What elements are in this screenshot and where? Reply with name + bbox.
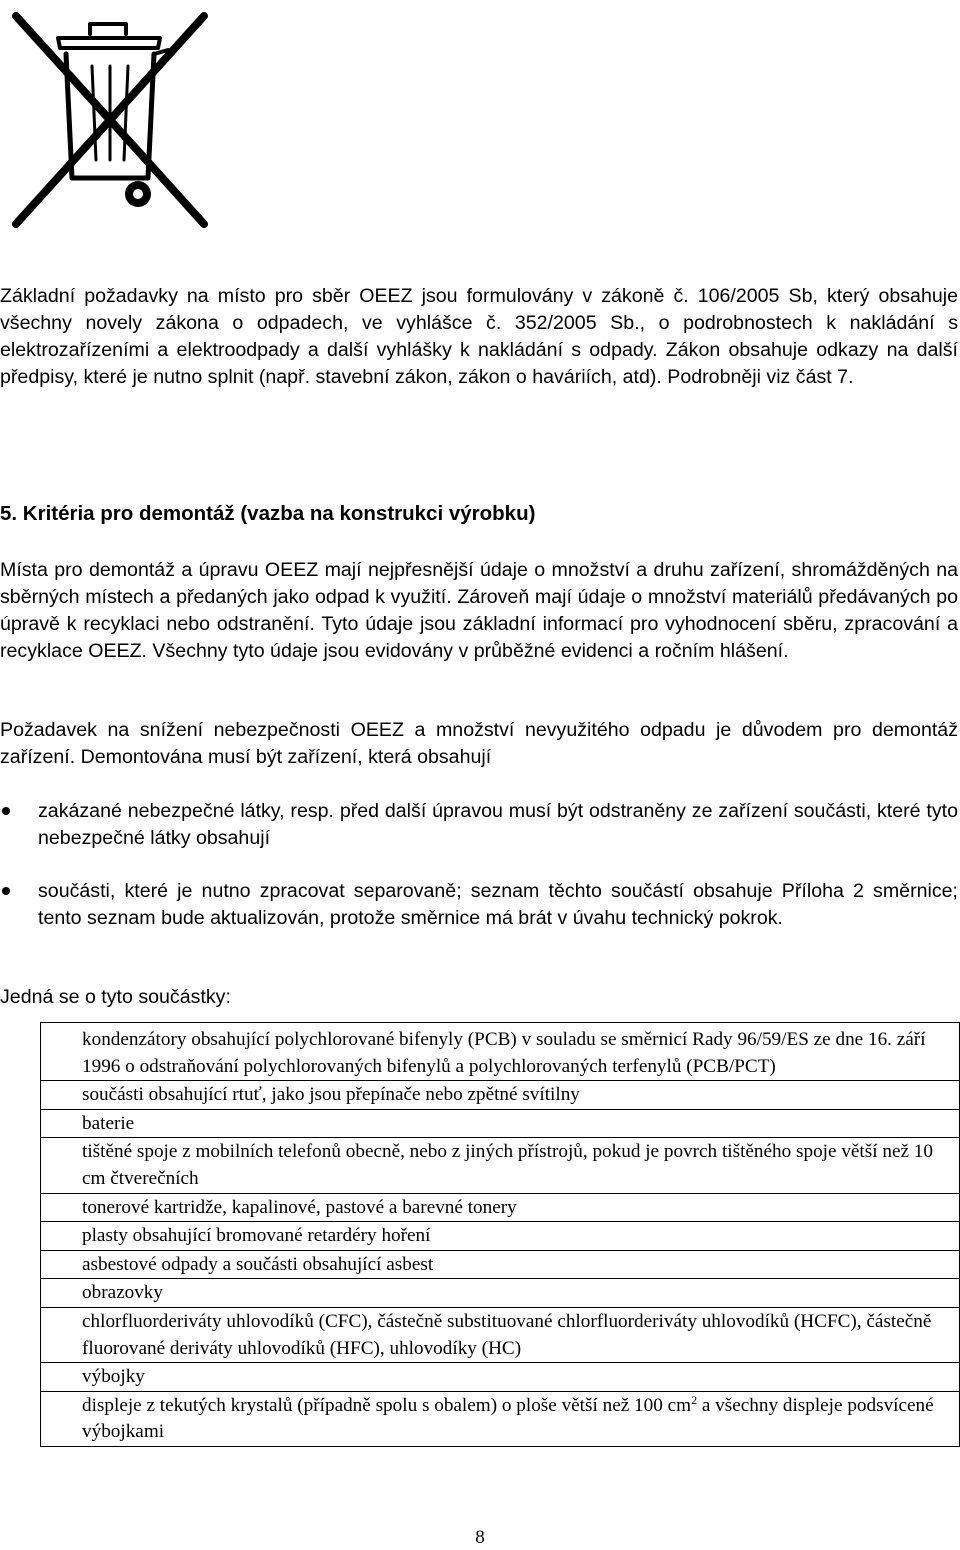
table-row bbox=[41, 1081, 960, 1110]
table-row bbox=[41, 1193, 960, 1222]
intro-paragraph: Základní požadavky na místo pro sběr OEEZ jsou formulovány v zákoně č. 106/2005 Sb, který obsahuje všechny novely zákona o odpadech, ve vyhlášce č. 352/2005 Sb., o podrobnostech k nakládání s elektrozařízeními a elektroodpady a další vyhlášky k nakládání s odpady. Zákon obsahuje odkazy na další předpisy, které je nutno splnit (např. stavební zákon, zákon o haváriích, atd). Podrobněji viz část 7. bbox=[0, 285, 958, 388]
table-cell: součásti obsahující rtuť, jako jsou přepínače nebo zpětné svítilny bbox=[41, 1081, 960, 1110]
list-item bbox=[0, 878, 958, 932]
bullet-icon bbox=[2, 887, 10, 895]
table-row bbox=[41, 1023, 960, 1081]
bullet-text: zakázané nebezpečné látky, resp. před další úpravou musí být odstraněny ze zařízení součásti, které tyto nebezpečné látky obsahují bbox=[38, 800, 958, 849]
table-row bbox=[41, 1391, 960, 1446]
table-cell: výbojky bbox=[41, 1363, 960, 1392]
dismantling-paragraph: Místa pro demontáž a úpravu OEEZ mají nejpřesnější údaje o množství a druhu zařízení, shromážděných na sběrných místech a předaných jako odpad k využití. Zároveň mají údaje o množství materiálů předávaných po úpravě k recyklaci nebo odstranění. Tyto údaje jsou základní informací pro vyhodnocení sběru, zpracování a recyklace OEEZ. Všechny tyto údaje jsou evidovány v průběžné evidenci a ročním hlášení. bbox=[0, 559, 958, 662]
table-cell: tonerové kartridže, kapalinové, pastové a barevné tonery bbox=[41, 1193, 960, 1222]
table-row bbox=[41, 1279, 960, 1308]
page-number: 8 bbox=[475, 1527, 485, 1548]
crossed-out-wheeled-bin-icon bbox=[8, 10, 208, 228]
bullet-list bbox=[0, 798, 958, 852]
list-item bbox=[0, 798, 958, 852]
table-cell: asbestové odpady a součásti obsahující asbest bbox=[41, 1250, 960, 1279]
cell-text-before: displeje z tekutých krystalů (případně spolu s obalem) o ploše větší než 100 cm bbox=[82, 1394, 692, 1416]
table-cell: chlorfluorderiváty uhlovodíků (CFC), částečně substituované chlorfluorderiváty uhlovodíků (HCFC), částečně fluorované deriváty uhlovodíků (HFC), uhlovodíky (HC) bbox=[41, 1307, 960, 1362]
table-row bbox=[41, 1138, 960, 1193]
table-cell: plasty obsahující bromované retardéry hoření bbox=[41, 1222, 960, 1251]
bullet-text: součásti, které je nutno zpracovat separovaně; seznam těchto součástí obsahuje Příloha 2 směrnice; tento seznam bude aktualizován, protože směrnice má brát v úvahu technický pokrok. bbox=[38, 880, 958, 929]
table-row bbox=[41, 1363, 960, 1392]
components-intro: Jedná se o tyto součástky: bbox=[0, 986, 231, 1008]
superscript: 2 bbox=[691, 1392, 698, 1407]
section-heading: 5. Kritéria pro demontáž (vazba na konstrukci výrobku) bbox=[0, 502, 536, 525]
bullet-list bbox=[0, 878, 958, 932]
table-cell: obrazovky bbox=[41, 1279, 960, 1308]
requirement-paragraph: Požadavek na snížení nebezpečnosti OEEZ a množství nevyužitého odpadu je důvodem pro demontáž zařízení. Demontována musí být zařízení, která obsahují bbox=[0, 719, 958, 768]
table-row bbox=[41, 1222, 960, 1251]
components-table bbox=[40, 1022, 960, 1447]
table-cell: tištěné spoje z mobilních telefonů obecně, nebo z jiných přístrojů, pokud je povrch tištěného spoje větší než 10 cm čtverečních bbox=[41, 1138, 960, 1193]
table-cell: baterie bbox=[41, 1109, 960, 1138]
cell-text-after: a všechny displeje podsvícené výbojkami bbox=[82, 1394, 934, 1443]
table-row bbox=[41, 1307, 960, 1362]
table-cell bbox=[41, 1391, 960, 1446]
table-cell: kondenzátory obsahující polychlorované bifenyly (PCB) v souladu se směrnicí Rady 96/59/ES ze dne 16. září 1996 o odstraňování polychlorovaných bifenylů a polychlorovaných terfenylů (PCB/PCT) bbox=[41, 1023, 960, 1081]
bullet-icon bbox=[2, 807, 10, 815]
table-row bbox=[41, 1109, 960, 1138]
table-row bbox=[41, 1250, 960, 1279]
